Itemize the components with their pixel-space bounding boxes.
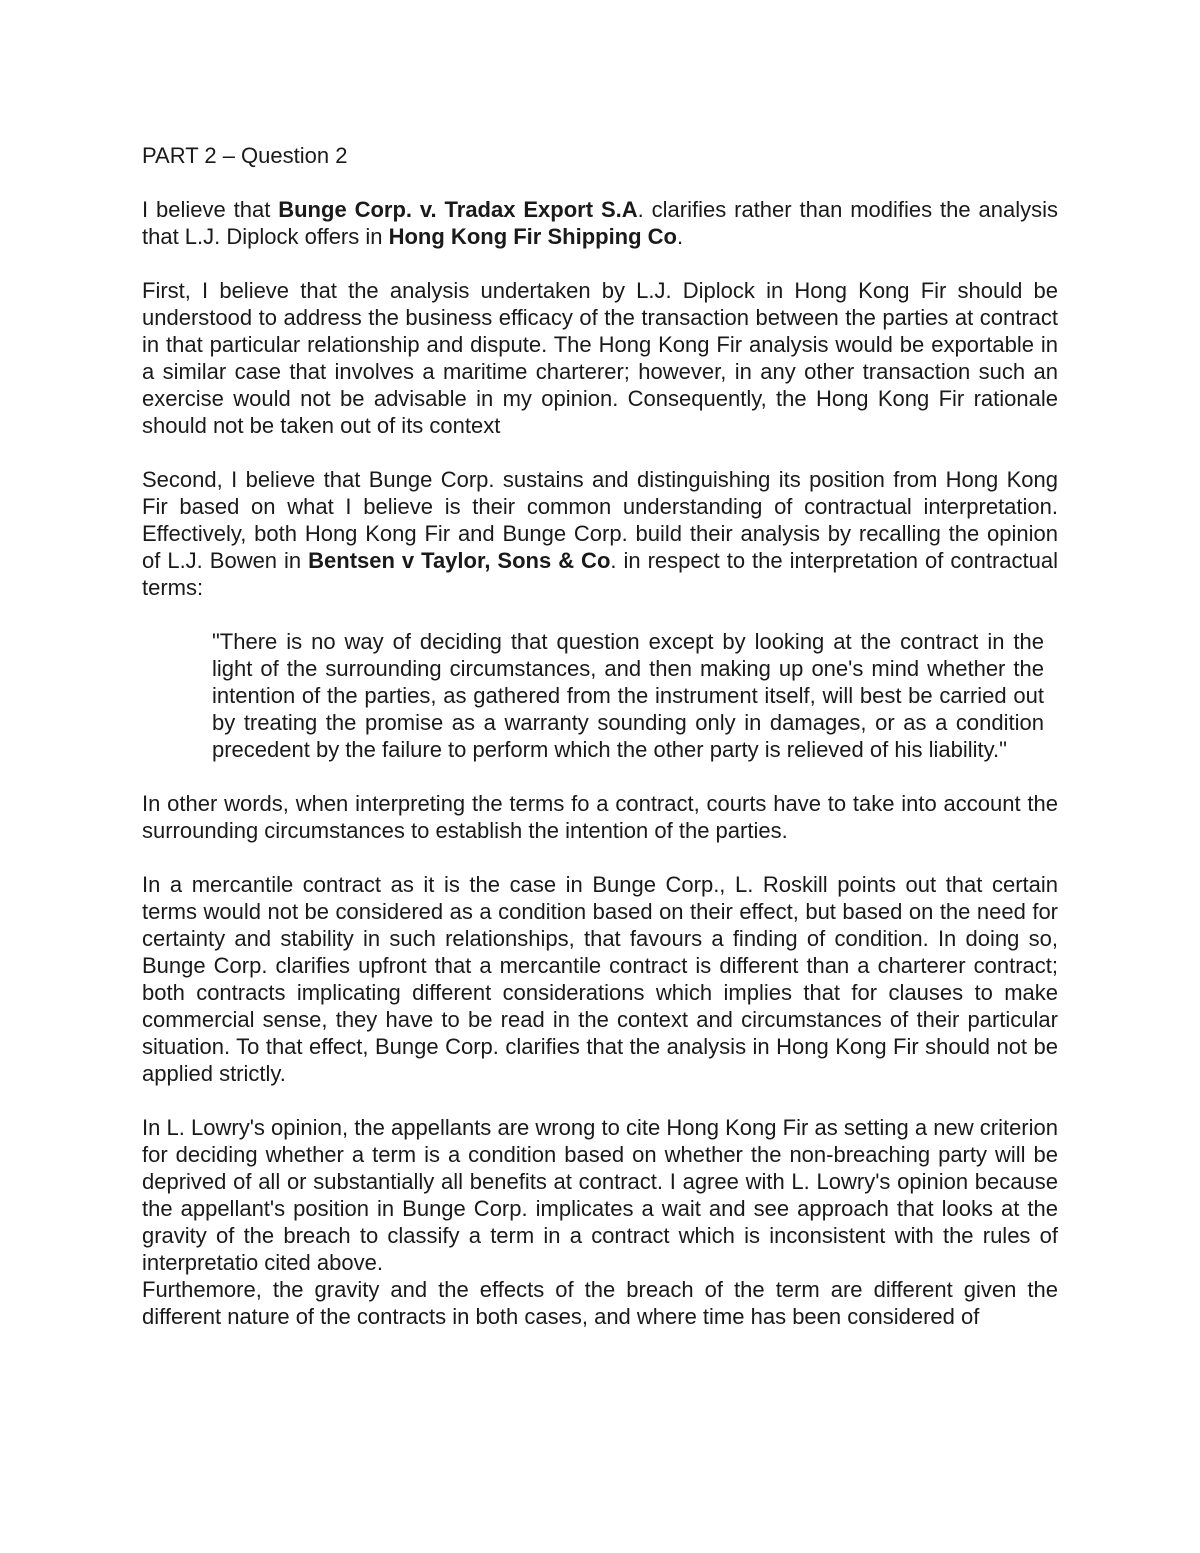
paragraph-first: First, I believe that the analysis undertaken by L.J. Diplock in Hong Kong Fir should be understood to address the business efficacy of the transaction between the parties at contract in that particular relationship and dispute. The Hong Kong Fir analysis would be exportable in a similar case that involves a maritime charterer; however, in any other transaction such an exercise would not be advisable in my opinion. Consequently, the Hong Kong Fir rationale should not be taken out of its context <box>142 278 1058 438</box>
intro-text-c: . clarifies rather than modifies the analysis that L.J. Diplock offers in <box>142 197 1058 249</box>
paragraph-intro <box>142 196 1058 250</box>
intro-text-d: . <box>677 224 684 249</box>
paragraph-other-words: In other words, when interpreting the terms fo a contract, courts have to take into account the surrounding circumstances to establish the intention of the parties. <box>142 791 1058 843</box>
second-text-c: . in respect to the interpretation of contractual terms: <box>142 548 1058 600</box>
document-page <box>142 142 1058 1330</box>
case-name-hong-kong-fir: Hong Kong Fir Shipping Co <box>388 224 677 249</box>
second-text-a: Second, I believe that Bunge Corp. sustains and distinguishing its position from Hong Kong Fir based on what I believe is their common understanding of contractual interpretation. Effectively, both Hong Kong Fir and Bunge Corp. build their analysis by recalling the opinion of L.J. Bowen in <box>142 467 1058 573</box>
paragraph-furthermore: Furthemore, the gravity and the effects of the breach of the term are different given the different nature of the contracts in both cases, and where time has been considered of <box>142 1277 1058 1329</box>
paragraph-mercantile: In a mercantile contract as it is the case in Bunge Corp., L. Roskill points out that certain terms would not be considered as a condition based on their effect, but based on the need for certainty and stability in such relationships, that favours a finding of condition. In doing so, Bunge Corp. clarifies upfront that a mercantile contract is different than a charterer contract; both contracts implicating different considerations which implies that for clauses to make commercial sense, they have to be read in the context and circumstances of their particular situation. To that effect, Bunge Corp. clarifies that the analysis in Hong Kong Fir should not be applied strictly. <box>142 872 1058 1086</box>
case-name-bunge: Bunge Corp. v. Tradax Export S.A <box>278 197 638 222</box>
block-quote: "There is no way of deciding that question except by looking at the contract in the light of the surrounding circumstances, and then making up one's mind whether the intention of the parties, as gathered from the instrument itself, will best be carried out by treating the promise as a warranty sounding only in damages, or as a condition precedent by the failure to perform which the other party is relieved of his liability." <box>212 629 1044 762</box>
paragraph-lowry: In L. Lowry's opinion, the appellants are wrong to cite Hong Kong Fir as setting a new criterion for deciding whether a term is a condition based on whether the non-breaching party will be deprived of all or substantially all benefits at contract. I agree with L. Lowry's opinion because the appellant's position in Bunge Corp. implicates a wait and see approach that looks at the gravity of the breach to classify a term in a contract which is inconsistent with the rules of interpretatio cited above. <box>142 1115 1058 1275</box>
question-heading: PART 2 – Question 2 <box>142 143 348 168</box>
paragraph-second <box>142 466 1058 601</box>
intro-text-a: I believe that <box>142 197 279 222</box>
case-name-bentsen: Bentsen v Taylor, Sons & Co <box>308 548 611 573</box>
